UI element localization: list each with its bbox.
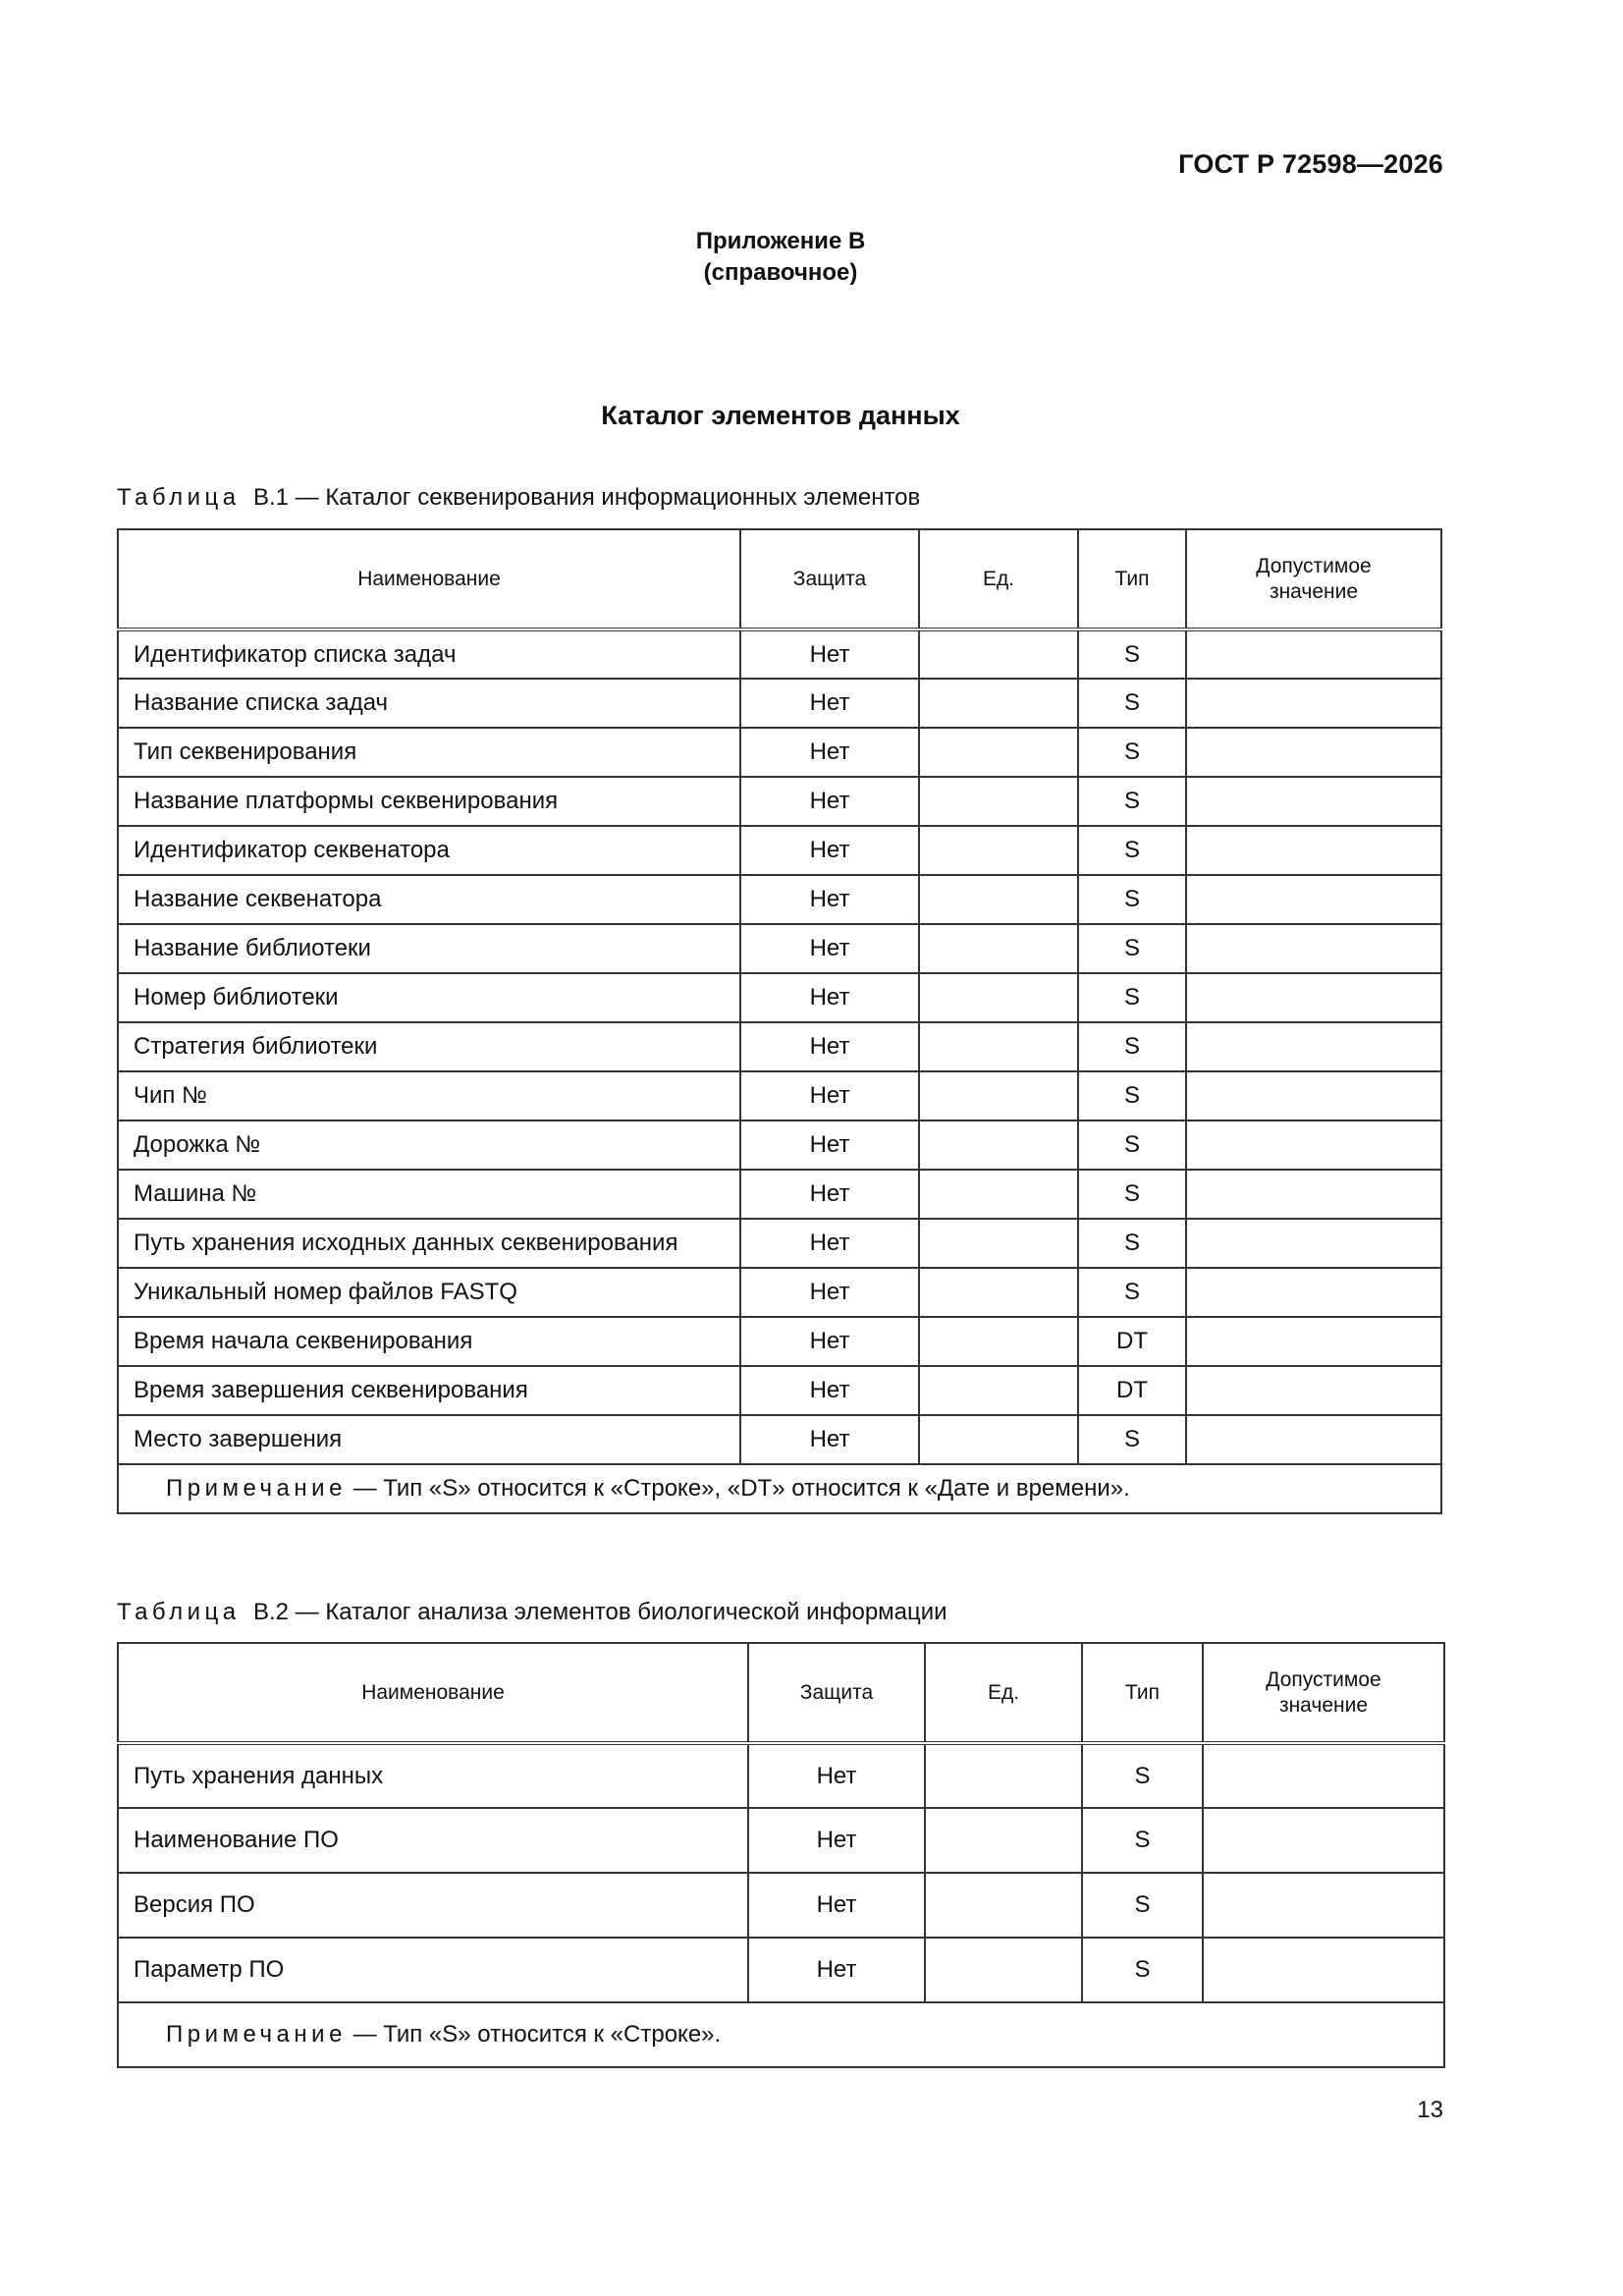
- cell-allowed-value: [1186, 777, 1441, 826]
- cell-protection: Нет: [740, 1366, 919, 1415]
- cell-unit: [919, 1022, 1078, 1071]
- cell-unit: [919, 1170, 1078, 1219]
- cell-type: S: [1078, 1071, 1186, 1121]
- cell-name: Название списка задач: [118, 679, 740, 728]
- cell-protection: Нет: [740, 629, 919, 679]
- cell-type: S: [1082, 1808, 1203, 1873]
- cell-protection: Нет: [740, 679, 919, 728]
- cell-name: Идентификатор секвенатора: [118, 826, 740, 875]
- table2-header-protection: Защита: [748, 1643, 925, 1743]
- table-row: [118, 1743, 1444, 1808]
- table-row: [118, 1873, 1444, 1938]
- cell-unit: [919, 924, 1078, 973]
- cell-protection: Нет: [740, 973, 919, 1022]
- table1-note-row: [118, 1464, 1441, 1513]
- table-row: [118, 1170, 1441, 1219]
- cell-type: S: [1078, 1022, 1186, 1071]
- cell-unit: [919, 728, 1078, 777]
- cell-allowed-value: [1186, 1219, 1441, 1268]
- cell-allowed-value: [1186, 728, 1441, 777]
- cell-type: S: [1078, 1268, 1186, 1317]
- cell-type: S: [1082, 1938, 1203, 2002]
- table-row: [118, 728, 1441, 777]
- cell-unit: [919, 973, 1078, 1022]
- cell-name: Уникальный номер файлов FASTQ: [118, 1268, 740, 1317]
- cell-allowed-value: [1186, 1022, 1441, 1071]
- catalog-title: Каталог элементов данных: [601, 401, 960, 430]
- cell-name: Название платформы секвенирования: [118, 777, 740, 826]
- cell-type: S: [1078, 973, 1186, 1022]
- table2-note: [118, 2002, 1444, 2067]
- cell-unit: [925, 1808, 1082, 1873]
- table2-header-type: Тип: [1082, 1643, 1203, 1743]
- cell-allowed-value: [1186, 924, 1441, 973]
- cell-name: Машина №: [118, 1170, 740, 1219]
- cell-unit: [925, 1873, 1082, 1938]
- cell-name: Наименование ПО: [118, 1808, 748, 1873]
- cell-protection: Нет: [748, 1873, 925, 1938]
- cell-unit: [925, 1743, 1082, 1808]
- cell-name: Путь хранения данных: [118, 1743, 748, 1808]
- cell-unit: [919, 875, 1078, 924]
- table1-header-allowed-value: Допустимое значение: [1186, 529, 1441, 629]
- cell-unit: [919, 1415, 1078, 1464]
- cell-protection: Нет: [740, 1219, 919, 1268]
- cell-protection: Нет: [740, 1415, 919, 1464]
- cell-protection: Нет: [740, 728, 919, 777]
- table2-caption-text: В.2 — Каталог анализа элементов биологической информации: [252, 1599, 947, 1625]
- table-row: [118, 629, 1441, 679]
- table1-header-row: [118, 529, 1441, 629]
- table-row: [118, 1022, 1441, 1071]
- table-row: [118, 1366, 1441, 1415]
- cell-protection: Нет: [748, 1743, 925, 1808]
- cell-unit: [919, 679, 1078, 728]
- cell-allowed-value: [1186, 973, 1441, 1022]
- table1-note-text: — Тип «S» относится к «Строке», «DT» относится к «Дате и времени».: [346, 1475, 1130, 1502]
- cell-allowed-value: [1203, 1808, 1444, 1873]
- table-row: [118, 679, 1441, 728]
- table2-header-unit: Ед.: [925, 1643, 1082, 1743]
- cell-allowed-value: [1186, 1170, 1441, 1219]
- cell-protection: Нет: [740, 1317, 919, 1366]
- cell-type: S: [1082, 1873, 1203, 1938]
- cell-name: Дорожка №: [118, 1121, 740, 1170]
- table1-note-label: Примечание: [166, 1475, 347, 1502]
- cell-allowed-value: [1186, 1366, 1441, 1415]
- cell-type: S: [1078, 728, 1186, 777]
- cell-protection: Нет: [748, 1808, 925, 1873]
- cell-unit: [919, 1317, 1078, 1366]
- table1-caption-text: В.1 — Каталог секвенирования информационных элементов: [252, 484, 921, 511]
- cell-type: S: [1078, 1219, 1186, 1268]
- cell-name: Место завершения: [118, 1415, 740, 1464]
- cell-unit: [919, 1219, 1078, 1268]
- cell-name: Путь хранения исходных данных секвенирования: [118, 1219, 740, 1268]
- table2-header-allowed-value: Допустимое значение: [1203, 1643, 1444, 1743]
- cell-type: S: [1082, 1743, 1203, 1808]
- table1-header-unit: Ед.: [919, 529, 1078, 629]
- table-row: [118, 1317, 1441, 1366]
- cell-unit: [919, 826, 1078, 875]
- cell-name: Название секвенатора: [118, 875, 740, 924]
- cell-allowed-value: [1186, 679, 1441, 728]
- cell-name: Версия ПО: [118, 1873, 748, 1938]
- cell-name: Тип секвенирования: [118, 728, 740, 777]
- table1-header-type: Тип: [1078, 529, 1186, 629]
- table-row: [118, 1121, 1441, 1170]
- table2-note-label: Примечание: [166, 2021, 347, 2048]
- cell-allowed-value: [1186, 1121, 1441, 1170]
- annex-title: Приложение В: [695, 228, 866, 254]
- cell-type: S: [1078, 777, 1186, 826]
- cell-protection: Нет: [740, 875, 919, 924]
- cell-unit: [919, 777, 1078, 826]
- cell-name: Время завершения секвенирования: [118, 1366, 740, 1415]
- table2-note-text: — Тип «S» относится к «Строке».: [346, 2021, 722, 2048]
- table-row: [118, 1268, 1441, 1317]
- cell-name: Название библиотеки: [118, 924, 740, 973]
- cell-name: Стратегия библиотеки: [118, 1022, 740, 1071]
- annex-subtitle: (справочное): [703, 259, 858, 286]
- cell-allowed-value: [1186, 629, 1441, 679]
- cell-allowed-value: [1186, 826, 1441, 875]
- table1-caption: [117, 484, 920, 512]
- cell-unit: [919, 1071, 1078, 1121]
- cell-protection: Нет: [740, 1121, 919, 1170]
- table2-caption: [117, 1599, 947, 1626]
- table-row: [118, 1808, 1444, 1873]
- cell-type: S: [1078, 924, 1186, 973]
- table2-header-row: [118, 1643, 1444, 1743]
- cell-name: Время начала секвенирования: [118, 1317, 740, 1366]
- cell-protection: Нет: [740, 924, 919, 973]
- table1-caption-label: Таблица: [117, 484, 241, 511]
- cell-protection: Нет: [740, 777, 919, 826]
- cell-protection: Нет: [748, 1938, 925, 2002]
- cell-unit: [919, 1121, 1078, 1170]
- cell-unit: [925, 1938, 1082, 2002]
- cell-type: S: [1078, 826, 1186, 875]
- table-row: [118, 777, 1441, 826]
- page-number: 13: [1417, 2097, 1443, 2123]
- table1-note: [118, 1464, 1441, 1513]
- cell-name: Чип №: [118, 1071, 740, 1121]
- table2: [117, 1642, 1445, 2068]
- cell-type: S: [1078, 629, 1186, 679]
- cell-protection: Нет: [740, 1022, 919, 1071]
- table1-header-protection: Защита: [740, 529, 919, 629]
- table2-caption-label: Таблица: [117, 1599, 241, 1625]
- cell-type: S: [1078, 1121, 1186, 1170]
- cell-type: S: [1078, 1170, 1186, 1219]
- cell-protection: Нет: [740, 826, 919, 875]
- cell-allowed-value: [1186, 875, 1441, 924]
- cell-name: Параметр ПО: [118, 1938, 748, 2002]
- cell-allowed-value: [1186, 1268, 1441, 1317]
- table-row: [118, 1071, 1441, 1121]
- table2-note-row: [118, 2002, 1444, 2067]
- cell-type: DT: [1078, 1317, 1186, 1366]
- table-row: [118, 973, 1441, 1022]
- cell-allowed-value: [1186, 1317, 1441, 1366]
- cell-name: Идентификатор списка задач: [118, 629, 740, 679]
- cell-protection: Нет: [740, 1071, 919, 1121]
- table-row: [118, 1415, 1441, 1464]
- table-row: [118, 1219, 1441, 1268]
- cell-allowed-value: [1186, 1071, 1441, 1121]
- cell-protection: Нет: [740, 1268, 919, 1317]
- table1-header-name: Наименование: [118, 529, 740, 629]
- cell-type: S: [1078, 679, 1186, 728]
- cell-name: Номер библиотеки: [118, 973, 740, 1022]
- cell-allowed-value: [1203, 1938, 1444, 2002]
- cell-allowed-value: [1203, 1743, 1444, 1808]
- table-row: [118, 875, 1441, 924]
- cell-allowed-value: [1186, 1415, 1441, 1464]
- table2-header-name: Наименование: [118, 1643, 748, 1743]
- table-row: [118, 1938, 1444, 2002]
- table1: [117, 528, 1442, 1514]
- cell-type: S: [1078, 875, 1186, 924]
- table-row: [118, 924, 1441, 973]
- table-row: [118, 826, 1441, 875]
- document-code: ГОСТ Р 72598—2026: [1178, 149, 1443, 179]
- cell-protection: Нет: [740, 1170, 919, 1219]
- cell-type: DT: [1078, 1366, 1186, 1415]
- cell-unit: [919, 1366, 1078, 1415]
- cell-allowed-value: [1203, 1873, 1444, 1938]
- cell-unit: [919, 629, 1078, 679]
- cell-type: S: [1078, 1415, 1186, 1464]
- cell-unit: [919, 1268, 1078, 1317]
